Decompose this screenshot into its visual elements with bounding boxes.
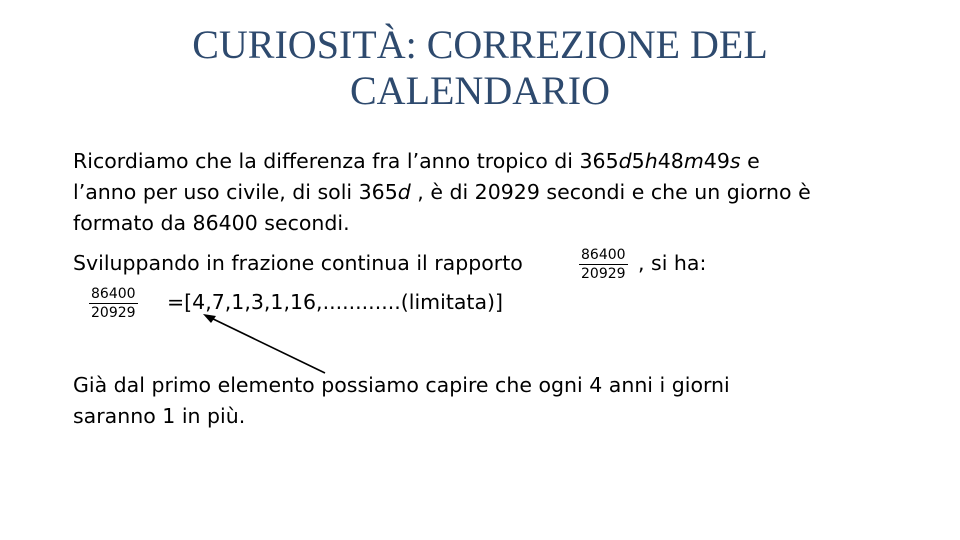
fraction-numerator: 86400 [581,247,626,263]
intro-text: 48 [657,149,684,173]
conclusion-line-1: Già dal primo elemento possiamo capire che ogni 4 anni i giorni [73,373,730,397]
unit-seconds: s [729,149,741,173]
unit-hours: h [644,149,658,173]
unit-days: d [397,180,411,204]
title-line-1: CURIOSITÀ: CORREZIONE DEL [192,22,768,67]
intro-text: , è di 20929 secondi e che un giorno è [410,180,811,204]
intro-line-3: formato da 86400 secondi. [73,211,350,235]
conclusion-line-2: saranno 1 in più. [73,404,246,428]
intro-text: 5 [631,149,645,173]
fraction-numerator: 86400 [91,286,136,302]
fraction-denominator: 20929 [581,266,626,282]
development-suffix-text: , si ha: [638,251,707,275]
continued-fraction-text: =[4,7,1,3,1,16,............(limitata)] [167,290,504,314]
arrow-line [207,316,325,373]
arrow-head [203,314,216,323]
development-text: Sviluppando in frazione continua il rapporto [73,251,523,275]
intro-text: e [740,149,760,173]
intro-text: Ricordiamo che la differenza fra l’anno tropico di 365 [73,149,619,173]
paragraph-conclusion [73,370,730,432]
intro-text: 49 [703,149,730,173]
unit-days: d [618,149,632,173]
unit-minutes: m [683,149,704,173]
fraction-denominator: 20929 [91,305,136,321]
title-line-2: CALENDARIO [350,68,610,113]
intro-text: l’anno per uso civile, di soli 365 [73,180,398,204]
